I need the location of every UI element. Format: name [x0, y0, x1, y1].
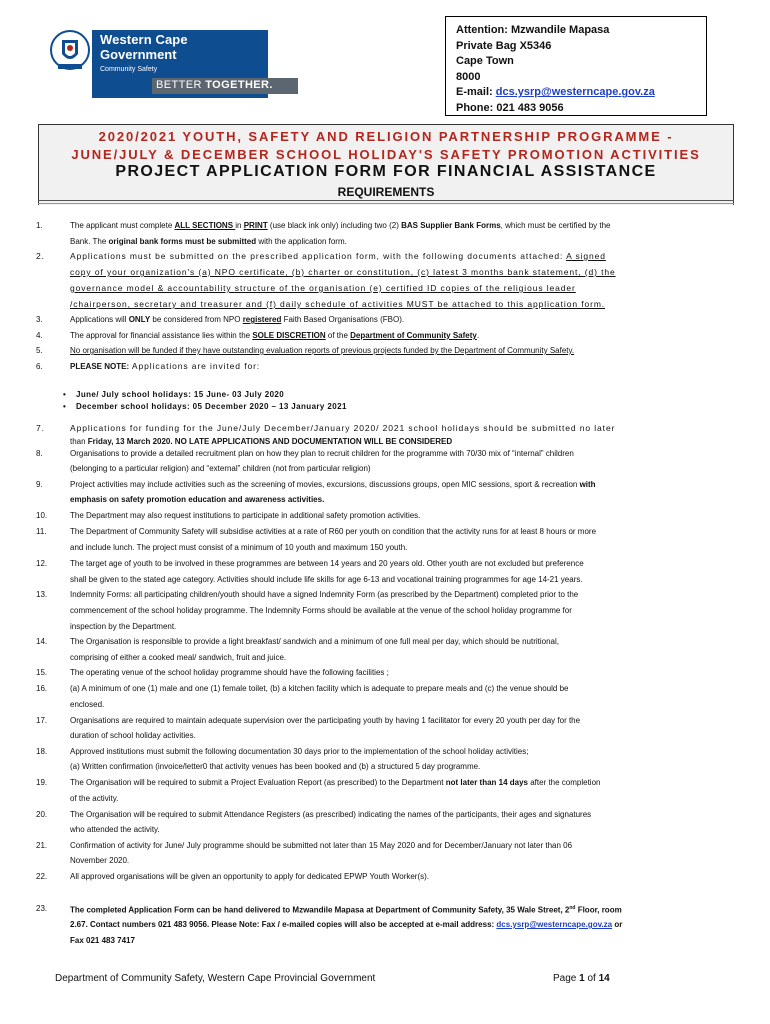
brand-line2: Government — [100, 47, 177, 62]
divider — [38, 203, 734, 204]
postal-code: 8000 — [456, 70, 481, 83]
coat-of-arms-icon — [48, 28, 92, 74]
attention-line: Attention: Mzwandile Mapasa — [456, 24, 610, 36]
divider — [38, 200, 734, 201]
section-heading: REQUIREMENTS — [337, 185, 435, 199]
bullet-item: • June/ July school holidays: 15 June- 03 July 2020 — [76, 390, 284, 399]
bullet-item: • December school holidays: 05 December 2020 – 13 January 2021 — [76, 402, 347, 411]
title-line1: 2020/2021 YOUTH, SAFETY AND RELIGION PARTNERSHIP PROGRAMME - — [98, 129, 674, 144]
email-link[interactable]: dcs.ysrp@westerncape.gov.za — [496, 920, 613, 929]
email-link[interactable]: dcs.ysrp@westerncape.gov.za — [495, 86, 655, 99]
title-frame — [38, 124, 734, 205]
title-line2: JUNE/JULY & DECEMBER SCHOOL HOLIDAY'S SAFETY PROMOTION ACTIVITIES — [71, 147, 701, 162]
page-number: Page 1 of 14 — [553, 973, 610, 984]
brand-sub: Community Safety — [100, 66, 158, 73]
tagline: BETTER TOGETHER. — [156, 79, 273, 91]
attention-box — [445, 16, 707, 116]
email-line: E-mail: dcs.ysrp@westerncape.gov.za — [456, 86, 655, 99]
footer-text: Department of Community Safety, Western Cape Provincial Government — [55, 973, 376, 984]
phone-line: Phone: 021 483 9056 — [456, 101, 564, 114]
address-line: Private Bag X5346 — [456, 39, 552, 52]
form-title: PROJECT APPLICATION FORM FOR FINANCIAL ASSISTANCE — [115, 163, 657, 180]
city-line: Cape Town — [456, 55, 514, 68]
brand-line1: Western Cape — [100, 32, 188, 47]
